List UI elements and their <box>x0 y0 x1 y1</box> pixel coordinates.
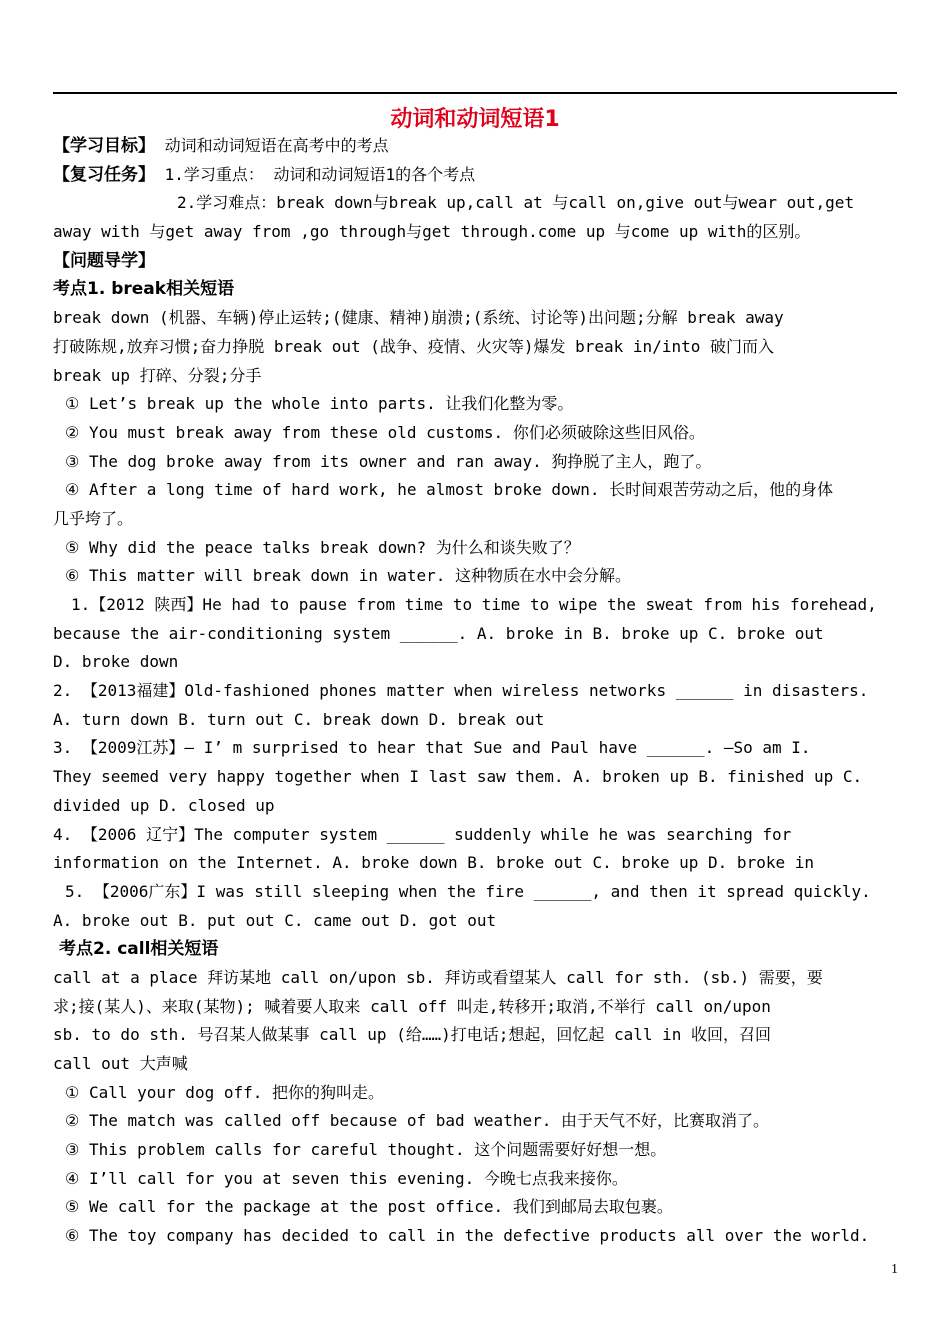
section1-heading: 考点1. break相关短语 <box>53 279 235 300</box>
section2-example-5: ⑤ We call for the package at the post office. 我们到邮局去取包裹。 <box>65 1197 673 1217</box>
section2-intro-4: call out 大声喊 <box>53 1054 188 1073</box>
task-2-line1: 2.学习难点：break down与break up,call at 与call on,give out与wear out,get <box>177 193 855 213</box>
question-1-line1: 1.【2012 陕西】He had to pause from time to time to wipe the sweat from his forehead, <box>71 595 877 614</box>
section1-example-4: ④ After a long time of hard work, he almost broke down. 长时间艰苦劳动之后，他的身体 <box>65 480 834 500</box>
section2-heading: 考点2. call相关短语 <box>59 939 219 960</box>
section1-intro-1: break down (机器、车辆)停止运转;(健康、精神)崩溃;(系统、讨论等)出问题;分解 break away <box>53 308 784 328</box>
question-3-line2: They seemed very happy together when I last saw them. A. broken up B. finished up C. <box>53 767 863 787</box>
question-4-line1: 4. 【2006 辽宁】The computer system ______ suddenly while he was searching for <box>53 824 792 844</box>
section2-intro-2: 求;接(某人)、来取(某物); 喊着要人取来 call off 叫走,转移开;取消,不举行 call on/upon <box>53 996 771 1016</box>
question-1-line2: because the air-conditioning system ______. A. broke in B. broke up C. broke out <box>53 623 824 643</box>
section1-intro-3: break up 打碎、分裂;分手 <box>53 365 262 385</box>
goal-label: 【学习目标】 <box>53 136 155 156</box>
page-number: 1 <box>891 1262 898 1277</box>
question-4-line2: information on the Internet. A. broke down B. broke out C. broke up D. broke in <box>53 853 814 873</box>
page-title: 动词和动词短语1 <box>390 107 560 132</box>
section2-example-4: ④ I’ll call for you at seven this evening. 今晚七点我来接你。 <box>65 1168 628 1188</box>
guide-label: 【问题导学】 <box>53 250 155 271</box>
document-body <box>53 132 897 1251</box>
question-3-line1: 3. 【2009江苏】— I’ m surprised to hear that Sue and Paul have ______. —So am I. <box>53 738 811 758</box>
section1-intro-2: 打破陈规,放弃习惯;奋力挣脱 break out (战争、疫情、火灾等)爆发 break in/into 破门而入 <box>53 336 774 356</box>
task-line <box>53 161 897 190</box>
question-5-line2: A. broke out B. put out C. came out D. got out <box>53 910 497 930</box>
section1-example-3: ③ The dog broke away from its owner and ran away. 狗挣脱了主人，跑了。 <box>65 451 712 471</box>
question-1-line3: D. broke down <box>53 652 179 672</box>
section1-example-5: ⑤ Why did the peace talks break down? 为什么和谈失败了？ <box>65 537 580 557</box>
section1-example-2: ② You must break away from these old customs. 你们必须破除这些旧风俗。 <box>65 422 705 442</box>
section2-example-2: ② The match was called off because of bad weather. 由于天气不好，比赛取消了。 <box>65 1111 769 1131</box>
section1-example-6: ⑥ This matter will break down in water. 这种物质在水中会分解。 <box>65 566 632 586</box>
goal-text: 动词和动词短语在高考中的考点 <box>164 136 389 155</box>
section1-example-4-cont: 几乎垮了。 <box>53 508 134 528</box>
question-3-line3: divided up D. closed up <box>53 795 275 815</box>
section2-example-3: ③ This problem calls for careful thought. 这个问题需要好好想一想。 <box>65 1140 667 1160</box>
top-rule <box>53 92 897 94</box>
section2-example-6: ⑥ The toy company has decided to call in the defective products all over the world. <box>65 1226 870 1246</box>
goal-line <box>53 132 897 161</box>
task-1: 1.学习重点： 动词和动词短语1的各个考点 <box>164 164 476 184</box>
question-2-line2: A. turn down B. turn out C. break down D. break out <box>53 709 545 729</box>
question-2-line1: 2. 【2013福建】Old-fashioned phones matter when wireless networks ______ in disasters. <box>53 681 869 701</box>
section2-intro-1: call at a place 拜访某地 call on/upon sb. 拜访或看望某人 call for sth. (sb.) 需要，要 <box>53 967 823 987</box>
question-5-line1: 5. 【2006广东】I was still sleeping when the fire ______, and then it spread quickly. <box>65 881 871 901</box>
section2-intro-3: sb. to do sth. 号召某人做某事 call up (给……)打电话;想起，回忆起 call in 收回，召回 <box>53 1025 772 1045</box>
task-label: 【复习任务】 <box>53 164 155 185</box>
section2-example-1: ① Call your dog off. 把你的狗叫走。 <box>65 1082 385 1102</box>
section1-example-1: ① Let’s break up the whole into parts. 让我们化整为零。 <box>65 394 574 414</box>
task-2-line2: away with 与get away from ,go through与get through.come up 与come up with的区别。 <box>53 222 811 242</box>
